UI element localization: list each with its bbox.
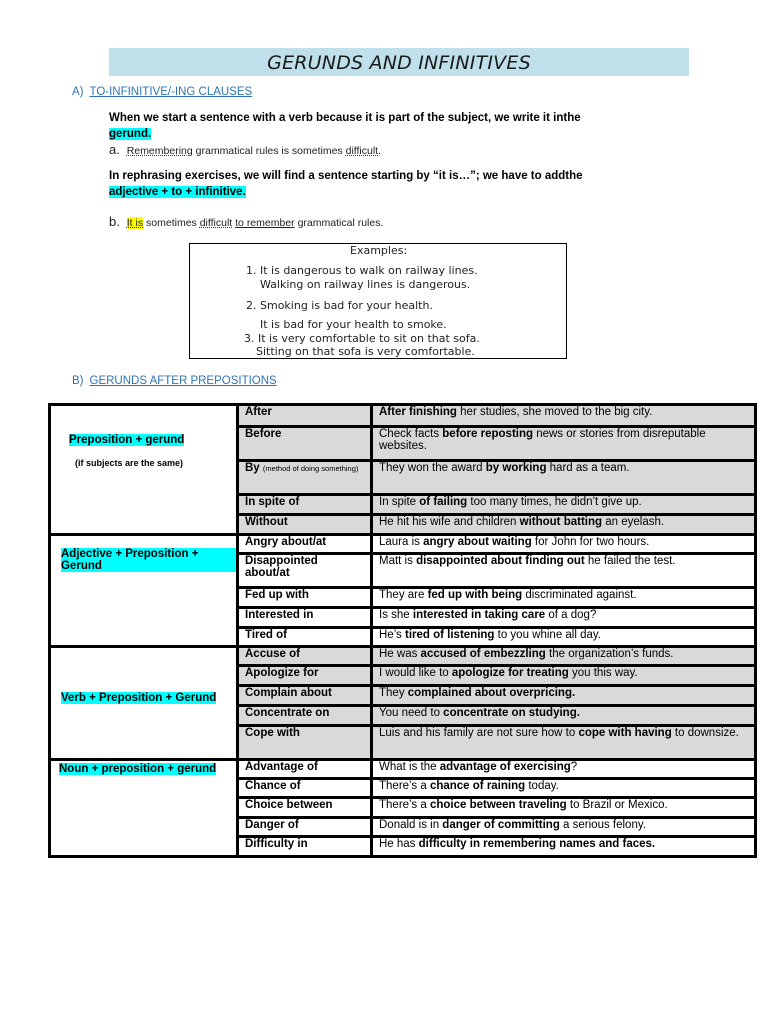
section-a-heading	[72, 86, 252, 98]
example-pre: Check facts	[379, 428, 443, 440]
preposition-text: Apologize for	[245, 667, 319, 679]
example-b: choice between traveling	[429, 799, 567, 811]
category-cell	[50, 535, 238, 647]
example-b: cope with having	[578, 727, 672, 739]
example-b: without batting	[519, 516, 603, 528]
preposition-text: Complain about	[245, 687, 332, 699]
example-line: Sitting on that sofa is very comfortable.	[256, 345, 475, 358]
category-cell	[50, 647, 238, 760]
example-b: before reposting	[442, 428, 534, 440]
example-a	[109, 142, 381, 157]
example-pre: They	[379, 687, 408, 699]
example-line: Walking on railway lines is dangerous.	[260, 278, 471, 291]
example-b: advantage of exercising	[439, 761, 571, 773]
title-bar	[109, 48, 689, 76]
example-pre: Matt is	[379, 555, 417, 567]
example-cell	[372, 726, 756, 760]
example-cell	[372, 779, 756, 798]
preposition-text: Disappointed about/at	[245, 555, 318, 579]
preposition-cell	[238, 628, 372, 647]
preposition-cell	[238, 427, 372, 461]
section-a-title: TO-INFINITIVE/-ING CLAUSES	[89, 86, 253, 98]
category-cell	[50, 760, 238, 857]
example-cell	[372, 686, 756, 706]
preposition-text: Choice between	[245, 799, 333, 811]
example-cell	[372, 461, 756, 495]
example-pre: Donald is in	[379, 819, 443, 831]
preposition-text: After	[245, 406, 272, 418]
example-post: hard as a team.	[546, 462, 630, 474]
example-line: 2. Smoking is bad for your health.	[246, 299, 433, 312]
preposition-cell	[238, 608, 372, 628]
example-pre: You need to	[379, 707, 444, 719]
preposition-text: By	[245, 462, 260, 474]
preposition-cell	[238, 405, 372, 427]
example-pre: He was	[379, 648, 421, 660]
table-row	[50, 535, 756, 554]
example-b-word3: to remember	[235, 217, 295, 229]
example-post: today.	[525, 780, 559, 792]
example-b: angry about waiting	[423, 536, 532, 548]
section-b-letter: B)	[72, 375, 84, 387]
example-b-end: grammatical rules.	[297, 217, 384, 229]
preposition-cell	[238, 647, 372, 666]
example-b: chance of raining	[429, 780, 526, 792]
example-b: difficulty in remembering names and faces.	[418, 838, 656, 850]
preposition-cell	[238, 495, 372, 515]
example-post: to downsize.	[671, 727, 739, 739]
preposition-text: Fed up with	[245, 589, 309, 601]
example-b: complained about overpricing.	[407, 687, 576, 699]
category-label: Verb + Preposition + Gerund	[61, 692, 217, 704]
example-b-label: b.	[109, 214, 120, 229]
preposition-text: Danger of	[245, 819, 299, 831]
example-b: of failing	[419, 496, 468, 508]
example-post: he failed the test.	[584, 555, 676, 567]
example-pre: They won the award	[379, 462, 486, 474]
example-b	[109, 214, 383, 229]
examples-box	[189, 243, 567, 359]
preposition-cell	[238, 818, 372, 837]
example-pre: He has	[379, 838, 419, 850]
paragraph-1-highlight: gerund.	[109, 128, 152, 140]
example-post: a serious felony.	[559, 819, 646, 831]
preposition-cell	[238, 666, 372, 686]
example-b: After finishing	[379, 406, 457, 418]
preposition-cell	[238, 779, 372, 798]
example-cell	[372, 837, 756, 857]
example-cell	[372, 760, 756, 779]
example-line: 1. It is dangerous to walk on railway lines.	[246, 264, 478, 277]
paragraph-2	[109, 168, 629, 200]
example-b-mid: sometimes	[146, 217, 197, 229]
preposition-cell	[238, 706, 372, 726]
example-post: an eyelash.	[602, 516, 665, 528]
section-b-title: GERUNDS AFTER PREPOSITIONS	[89, 375, 277, 387]
table-row	[50, 647, 756, 666]
preposition-cell	[238, 588, 372, 608]
example-post: to Brazil or Mexico.	[566, 799, 668, 811]
preposition-text: Without	[245, 516, 288, 528]
preposition-cell	[238, 535, 372, 554]
example-cell	[372, 666, 756, 686]
example-b: by working	[485, 462, 547, 474]
preposition-text: Advantage of	[245, 761, 318, 773]
category-label: Adjective + Preposition + Gerund	[61, 548, 236, 572]
example-line: It is bad for your health to smoke.	[260, 318, 447, 331]
example-post: her studies, she moved to the big city.	[456, 406, 653, 418]
section-b-heading	[72, 375, 277, 387]
example-b-word: It is	[126, 217, 144, 229]
preposition-cell	[238, 837, 372, 857]
category-cell	[50, 405, 238, 535]
example-cell	[372, 628, 756, 647]
example-a-mid: grammatical rules is sometimes	[195, 145, 343, 157]
example-pre: What is the	[379, 761, 440, 773]
example-pre: There’s a	[379, 799, 430, 811]
paragraph-1	[109, 110, 629, 142]
example-line: 3. It is very comfortable to sit on that sofa.	[244, 332, 480, 345]
examples-heading: Examples:	[350, 244, 408, 257]
preposition-note: (method of doing something)	[262, 464, 359, 473]
preposition-text: In spite of	[245, 496, 300, 508]
preposition-text: Interested in	[245, 609, 314, 621]
preposition-text: Concentrate on	[245, 707, 330, 719]
example-cell	[372, 818, 756, 837]
example-b: apologize for treating	[451, 667, 569, 679]
example-cell	[372, 554, 756, 588]
example-cell	[372, 608, 756, 628]
page-title: GERUNDS AND INFINITIVES	[267, 52, 531, 74]
paragraph-1-text: When we start a sentence with a verb because it is part of the subject, we write it inthe	[109, 112, 581, 124]
example-cell	[372, 427, 756, 461]
paragraph-2-highlight: adjective + to + infinitive.	[109, 186, 246, 198]
example-post: you this way.	[568, 667, 638, 679]
paragraph-2-text: In rephrasing exercises, we will find a sentence starting by “it is…”; we have to addthe	[109, 170, 583, 182]
example-pre: Is she	[379, 609, 413, 621]
example-post: for John for two hours.	[531, 536, 650, 548]
example-b: disappointed about finding out	[416, 555, 585, 567]
example-cell	[372, 706, 756, 726]
example-post: of a dog?	[545, 609, 597, 621]
example-a-end: .	[378, 145, 382, 157]
example-a-word2: difficult	[345, 145, 379, 157]
example-pre: They are	[379, 589, 428, 601]
example-b: danger of committing	[442, 819, 560, 831]
example-post: too many times, he didn’t give up.	[467, 496, 642, 508]
example-a-label: a.	[109, 142, 120, 157]
example-b: fed up with being	[427, 589, 523, 601]
example-cell	[372, 798, 756, 818]
example-b: tired of listening	[405, 629, 495, 641]
preposition-cell	[238, 461, 372, 495]
example-post: news or stories from disreputable websites.	[379, 428, 706, 452]
example-post: ?	[570, 761, 578, 773]
example-pre: There’s a	[379, 780, 430, 792]
category-label: Noun + preposition + gerund	[59, 763, 217, 775]
category-label: Preposition + gerund	[69, 434, 185, 446]
preposition-cell	[238, 760, 372, 779]
example-cell	[372, 535, 756, 554]
example-post: to you whine all day.	[494, 629, 601, 641]
prepositions-table	[48, 403, 757, 858]
preposition-text: Accuse of	[245, 648, 300, 660]
example-cell	[372, 405, 756, 427]
example-pre: Laura is	[379, 536, 424, 548]
preposition-text: Difficulty in	[245, 838, 308, 850]
example-cell	[372, 495, 756, 515]
preposition-text: Angry about/at	[245, 536, 327, 548]
example-b: interested in taking care	[412, 609, 546, 621]
example-post: discriminated against.	[522, 589, 637, 601]
preposition-cell	[238, 686, 372, 706]
example-cell	[372, 588, 756, 608]
preposition-text: Chance of	[245, 780, 301, 792]
category-note: (if subjects are the same)	[75, 458, 184, 468]
example-cell	[372, 515, 756, 535]
example-pre: He hit his wife and children	[379, 516, 520, 528]
example-cell	[372, 647, 756, 666]
preposition-cell	[238, 554, 372, 588]
example-post: the organization’s funds.	[545, 648, 674, 660]
preposition-text: Cope with	[245, 727, 300, 739]
example-pre: Luis and his family are not sure how to	[379, 727, 579, 739]
example-pre: He’s	[379, 629, 405, 641]
example-pre: In spite	[379, 496, 420, 508]
example-a-word: Remembering	[126, 145, 193, 157]
preposition-cell	[238, 798, 372, 818]
table-row	[50, 760, 756, 779]
example-b: accused of embezzling	[420, 648, 546, 660]
preposition-cell	[238, 726, 372, 760]
preposition-cell	[238, 515, 372, 535]
example-b: concentrate on studying.	[443, 707, 580, 719]
example-b-word2: difficult	[199, 217, 233, 229]
preposition-text: Tired of	[245, 629, 287, 641]
example-pre: I would like to	[379, 667, 452, 679]
table-row	[50, 405, 756, 427]
section-a-letter: A)	[72, 86, 84, 98]
preposition-text: Before	[245, 428, 282, 440]
